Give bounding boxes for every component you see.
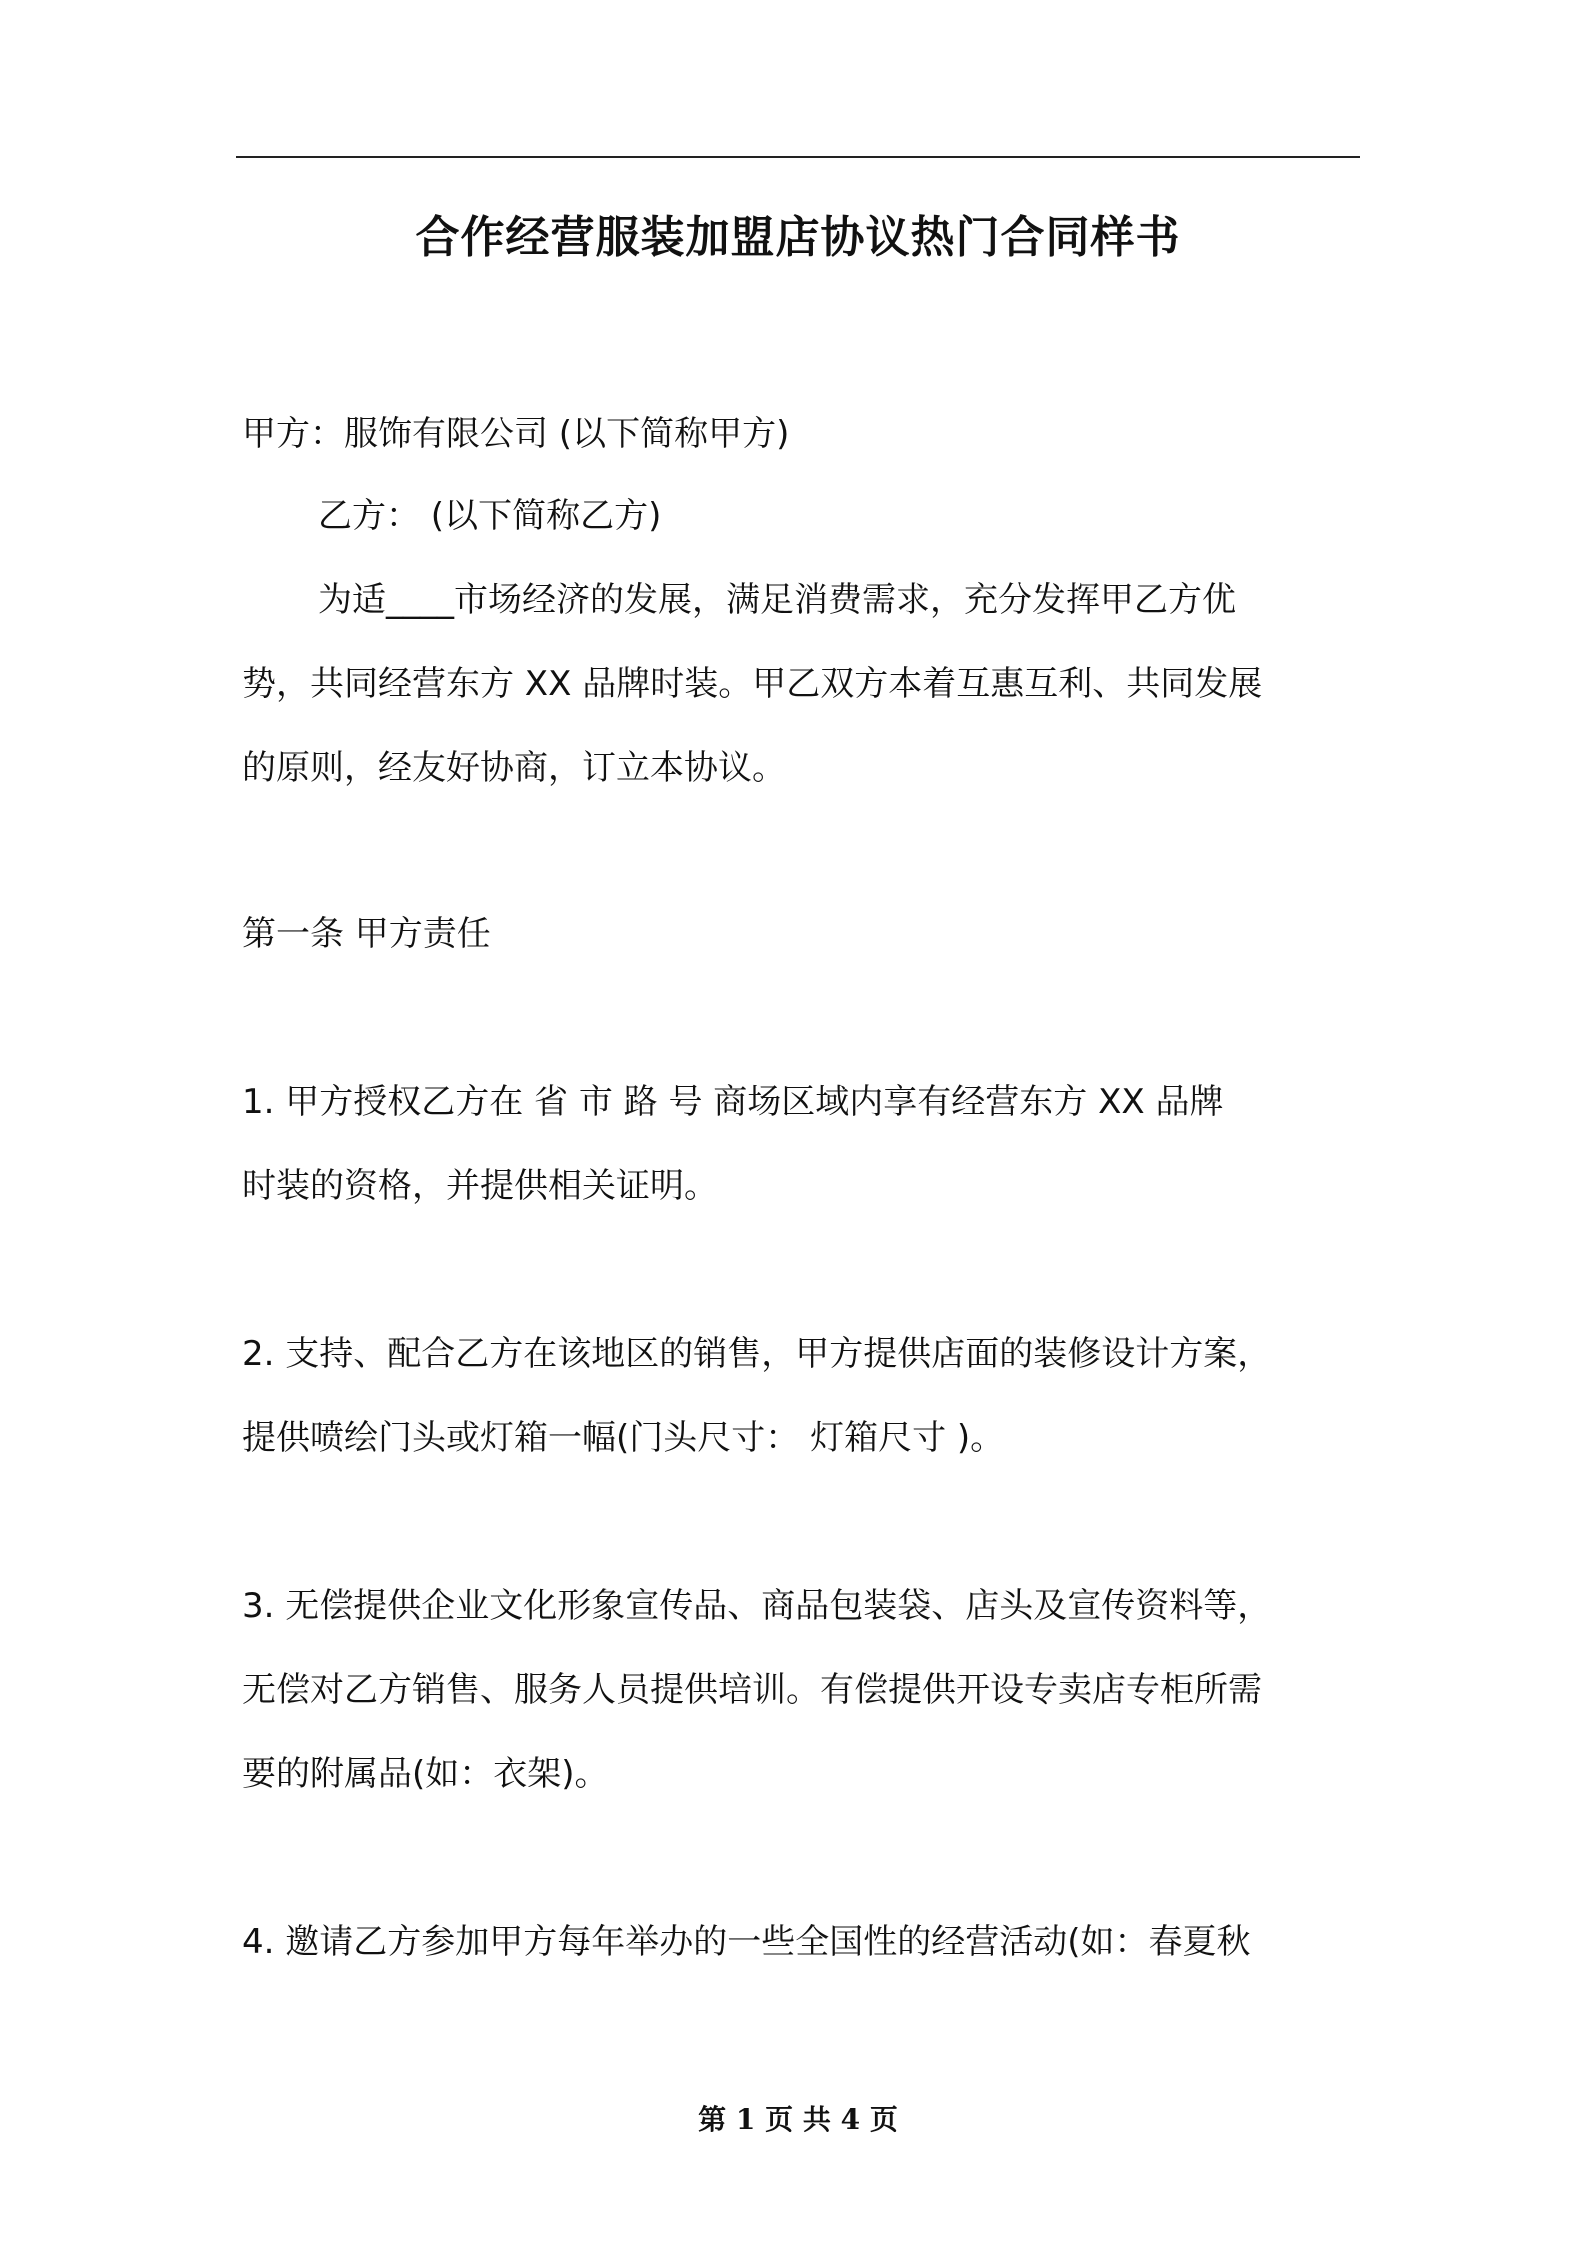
intro-paragraph-line: 为适____市场经济的发展，满足消费需求，充分发挥甲乙方优 [318, 580, 1236, 620]
article1-heading: 第一条 甲方责任 [242, 914, 491, 954]
item2-line: 提供喷绘门头或灯箱一幅(门头尺寸： 灯箱尺寸 )。 [242, 1418, 1005, 1458]
header-rule [236, 156, 1360, 158]
intro-paragraph-line: 的原则，经友好协商，订立本协议。 [242, 748, 786, 788]
item4-line: 4. 邀请乙方参加甲方每年举办的一些全国性的经营活动(如：春夏秋 [242, 1922, 1251, 1962]
item3-line: 要的附属品(如：衣架)。 [242, 1754, 609, 1794]
document-title: 合作经营服装加盟店协议热门合同样书 [415, 212, 1181, 263]
item2-line: 2. 支持、配合乙方在该地区的销售，甲方提供店面的装修设计方案， [242, 1334, 1272, 1374]
party-a-line: 甲方：服饰有限公司 (以下简称甲方) [242, 414, 790, 454]
item3-line: 3. 无偿提供企业文化形象宣传品、商品包装袋、店头及宣传资料等， [242, 1586, 1272, 1626]
item1-line: 1. 甲方授权乙方在 省 市 路 号 商场区域内享有经营东方 XX 品牌 [242, 1082, 1224, 1122]
item3-line: 无偿对乙方销售、服务人员提供培训。有偿提供开设专卖店专柜所需 [242, 1670, 1262, 1710]
item1-line: 时装的资格，并提供相关证明。 [242, 1166, 718, 1206]
page-number-footer: 第 1 页 共 4 页 [698, 2103, 898, 2136]
party-b-line: 乙方： (以下简称乙方) [318, 496, 662, 536]
intro-paragraph-line: 势，共同经营东方 XX 品牌时装。甲乙双方本着互惠互利、共同发展 [242, 664, 1263, 704]
